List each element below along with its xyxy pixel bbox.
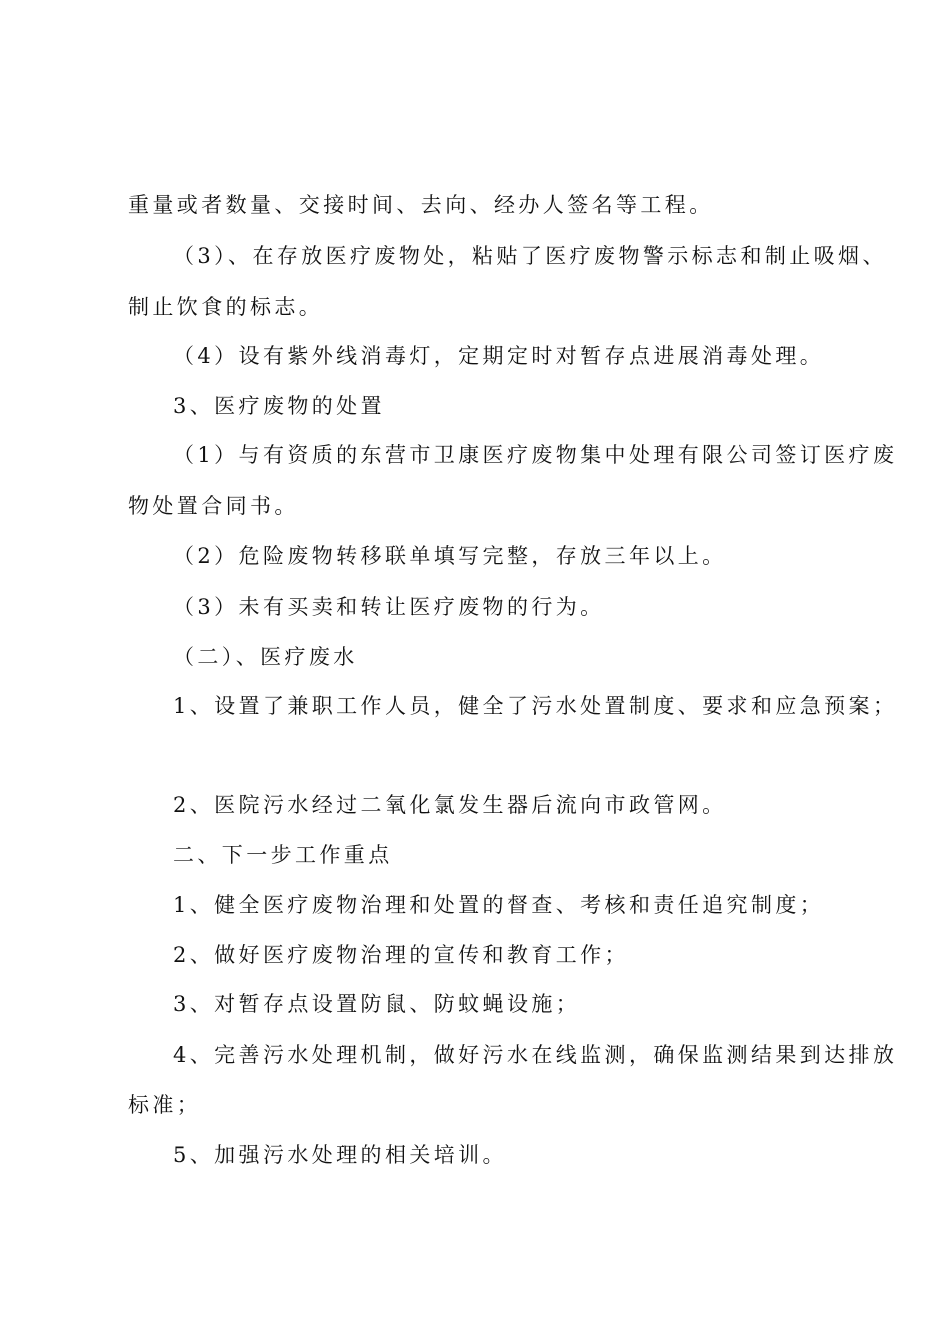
text-line: （1）与有资质的东营市卫康医疗废物集中处理有限公司签订医疗废 [173, 443, 898, 467]
text-line: 1、设置了兼职工作人员，健全了污水处置制度、要求和应急预案； [173, 694, 898, 718]
text-line: 4、完善污水处理机制，做好污水在线监测，确保监测结果到达排放 [173, 1043, 898, 1067]
text-line: 制止饮食的标志。 [128, 295, 324, 319]
text-line: 重量或者数量、交接时间、去向、经办人签名等工程。 [128, 193, 714, 217]
text-line: 2、做好医疗废物治理的宣传和教育工作； [173, 943, 629, 967]
text-line: （3）、在存放医疗废物处，粘贴了医疗废物警示标志和制止吸烟、 [173, 244, 887, 268]
section-heading: （二）、医疗废水 [173, 645, 358, 669]
text-line: 2、医院污水经过二氧化氯发生器后流向市政管网。 [173, 793, 727, 817]
text-line: 3、对暂存点设置防鼠、防蚊蝇设施； [173, 992, 581, 1016]
text-line: （4）设有紫外线消毒灯，定期定时对暂存点进展消毒处理。 [173, 344, 825, 368]
text-line: 1、健全医疗废物治理和处置的督查、考核和责任追究制度； [173, 893, 825, 917]
text-line: （3）未有买卖和转让医疗废物的行为。 [173, 595, 605, 619]
text-line: （2）危险废物转移联单填写完整，存放三年以上。 [173, 544, 727, 568]
section-heading: 3、医疗废物的处置 [173, 394, 385, 418]
section-heading: 二、下一步工作重点 [173, 843, 393, 867]
text-line: 物处置合同书。 [128, 494, 299, 518]
text-line: 标准； [128, 1093, 202, 1117]
text-line: 5、加强污水处理的相关培训。 [173, 1143, 507, 1167]
